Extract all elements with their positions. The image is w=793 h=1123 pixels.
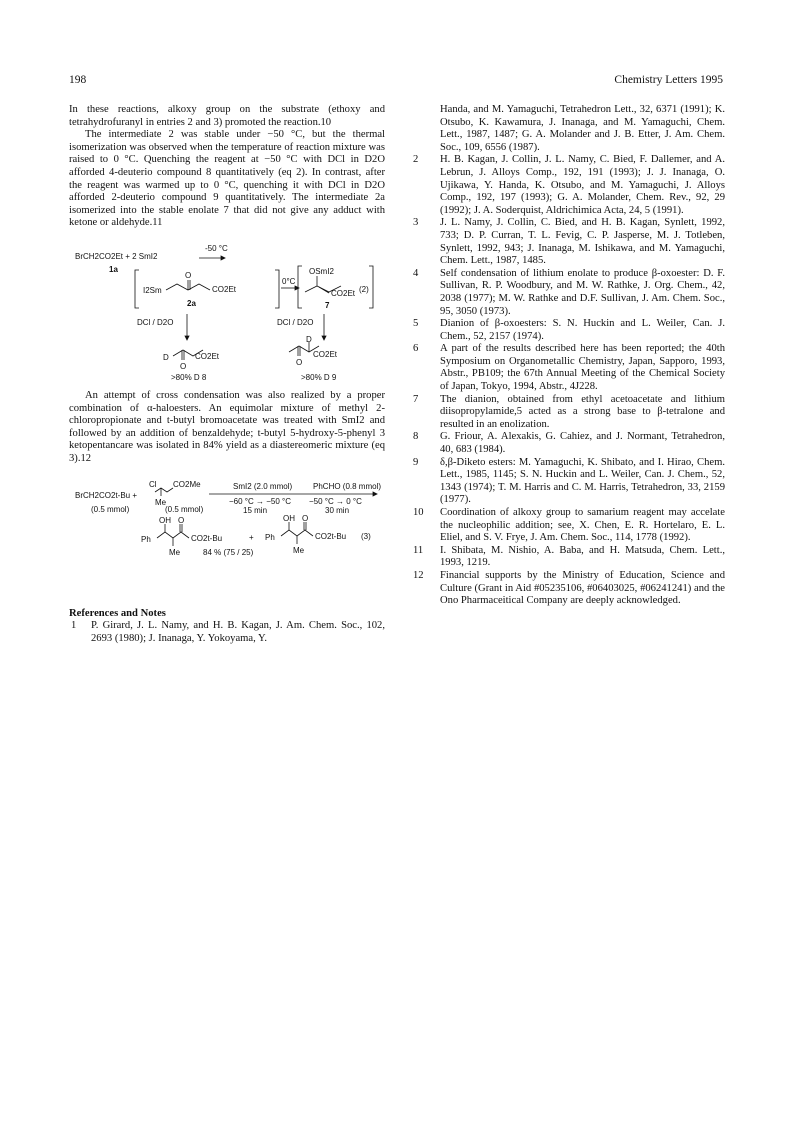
time-label: 15 min xyxy=(243,505,268,515)
atom-label: CO2Et xyxy=(212,284,237,294)
reference-item xyxy=(411,318,725,343)
reagent-label: DCl / D2O xyxy=(137,317,174,327)
paragraph: An attempt of cross condensation was also realized by a proper combination of α-haloesters. An equimolar mixture of methyl 2-chloropropionate and t-butyl bromoacetate was treated with SmI2 and followed by an addition of benzaldehyde; t-butyl 5-hydroxy-5-phenyl 3 ketopentancare was isolated in 84% yield as a diastereomeric mixture (eq 3).12 xyxy=(69,389,385,464)
reference-text: δ,β-Diketo esters: M. Yamaguchi, K. Shibato, and I. Hirao, Chem. Lett., 1985, 1145; S. N. Huckin and L. Weiler, Can. J. Chem., 52, 1343 (1974); T. M. Harris and C. M. Harris, Tetrahedron, 33, 2159 (1977). xyxy=(440,456,725,506)
reference-item xyxy=(411,545,725,570)
references-heading: References and Notes xyxy=(69,607,166,619)
atom-label: Ph xyxy=(265,532,275,542)
reference-number: 4 xyxy=(413,267,419,279)
atom-label: D xyxy=(163,352,169,362)
atom-label: O xyxy=(302,513,309,523)
compound-label-2a: 2a xyxy=(187,298,196,308)
equation-number: (3) xyxy=(361,531,371,541)
reference-text: Dianion of β-oxoesters: S. N. Huckin and L. Weiler, Can. J. Chem., 52, 2157 (1974). xyxy=(440,318,725,342)
reference-item xyxy=(411,343,725,393)
journal-running-head: Chemistry Letters 1995 xyxy=(614,74,723,86)
reference-item xyxy=(411,154,725,217)
reference-text: The dianion, obtained from ethyl acetoacetate and lithium diisopropylamide,5 acted as a strong base to β-tetralone and resulted in an enolization. xyxy=(440,393,725,430)
reference-text: Self condensation of lithium enolate to produce β-oxoester: D. F. Sullivan, R. P. Woodbury, and M. W. Rathke, J. Org. Chem., 42, 2038 (1977); M. W. Rathke and D.F. Sullivan, J. Am. Chem. Soc., 95, 3050 (1973). xyxy=(440,267,725,317)
atom-label: OH xyxy=(283,513,295,523)
yield-label: >80% D 8 xyxy=(171,372,207,382)
amount-label: (0.5 mmol) xyxy=(165,504,204,514)
reaction-scheme-eq3 xyxy=(69,474,385,602)
page-number: 198 xyxy=(69,74,87,86)
reference-item xyxy=(411,104,725,154)
reference-number: 5 xyxy=(413,318,419,330)
reference-text: H. B. Kagan, J. Collin, J. L. Namy, C. Bied, F. Dallemer, and A. Lebrun, J. Alloys Comp., 192, 191 (1993); J. J. Inanaga, O. Ujikawa, Y. Handa, K. Otsubo, and M. Yamaguchi, J. Alloys Comp., 192, 197 (1993); G. A. Molander, Chem. Rev., 92, 29 (1992); J. A. Soderquist, Aldrichimica Acta, 24, 5 (1991). xyxy=(440,154,725,216)
reactant-label: BrCH2CO2Et + 2 SmI2 xyxy=(75,251,158,261)
atom-label: O xyxy=(296,357,303,367)
reference-text: Financial supports by the Ministry of Education, Science and Culture (Grant in Aid #05235106, #06403025, #06241241) and the Ono Pharmaceitical Company are deeply acknowledged. xyxy=(440,569,725,607)
atom-label: OH xyxy=(159,515,171,525)
amount-label: (0.5 mmol) xyxy=(91,504,130,514)
reference-number: 7 xyxy=(413,393,419,405)
temperature-label: -50 °C xyxy=(205,243,228,253)
yield-label: >80% D 9 xyxy=(301,372,337,382)
reference-item xyxy=(411,217,725,267)
reference-item xyxy=(411,570,725,608)
reference-number: 10 xyxy=(413,507,424,518)
atom-label: I2Sm xyxy=(143,285,162,295)
reference-item xyxy=(411,394,725,432)
reference-item xyxy=(411,268,725,318)
reaction-scheme-eq2 xyxy=(69,236,385,386)
atom-label: OSmI2 xyxy=(309,266,334,276)
reference-text: P. Girard, J. L. Namy, and H. B. Kagan, J. Am. Chem. Soc., 102, 2693 (1980); J. Inanaga, Y. Yokoyama, Y. xyxy=(91,620,385,644)
reference-text: I. Shibata, M. Nishio, A. Baba, and H. Matsuda, Chem. Lett., 1993, 1219. xyxy=(440,544,725,569)
time-label: 30 min xyxy=(325,505,350,515)
reference-number: 11 xyxy=(413,544,424,556)
atom-label: CO2t-Bu xyxy=(315,531,347,541)
plus-sign: + xyxy=(249,532,254,542)
reagent-label: DCl / D2O xyxy=(277,317,314,327)
equation-number: (2) xyxy=(359,284,369,294)
left-column xyxy=(69,104,385,645)
atom-label: CO2Et xyxy=(313,349,338,359)
atom-label: Me xyxy=(293,545,305,555)
atom-label: O xyxy=(185,270,192,280)
reference-item xyxy=(411,507,725,545)
atom-label: Me xyxy=(169,547,181,557)
reagent-label: PhCHO (0.8 mmol) xyxy=(313,481,382,491)
temperature-label: 0°C xyxy=(282,276,296,286)
atom-label: O xyxy=(180,361,187,371)
reference-text: G. Friour, A. Alexakis, G. Cahiez, and J. Normant, Tetrahedron, 40, 683 (1984). xyxy=(440,431,725,456)
atom-label: O xyxy=(178,515,185,525)
reference-text: Coordination of alkoxy group to samarium reagent may accelate the nucleophilic addition; see, X. Chen, E. R. Hortelaro, E. L. Eliel, and S. V. Frye, J. Am. Chem. Soc., 114, 1778 (1992). xyxy=(440,507,725,544)
condition-label: −60 °C → −50 °C xyxy=(229,496,291,506)
reference-text: Handa, and M. Yamaguchi, Tetrahedron Lett., 32, 6371 (1991); K. Otsubo, K. Kawamura, J. Inanaga, and M. Yamaguchi, Chem. Lett., 1987, 1487; G. A. Molander and J. B. Etter, J. Am. Chem. Soc., 109, 6556 (1987). xyxy=(440,104,725,153)
yield-label: 84 % (75 / 25) xyxy=(203,547,254,557)
atom-label: CO2Et xyxy=(331,288,356,298)
reactant-label: BrCH2CO2t-Bu + xyxy=(75,490,138,500)
reference-number: 1 xyxy=(71,620,77,632)
reagent-label: SmI2 (2.0 mmol) xyxy=(233,481,293,491)
atom-label: Ph xyxy=(141,534,151,544)
reference-number: 6 xyxy=(413,343,419,355)
reference-number: 9 xyxy=(413,456,419,468)
reference-number: 12 xyxy=(413,569,424,581)
reference-number: 2 xyxy=(413,154,419,166)
compound-label-7: 7 xyxy=(325,300,330,310)
atom-label: CO2Me xyxy=(173,479,201,489)
atom-label: D xyxy=(306,334,312,344)
atom-label: Cl xyxy=(149,479,157,489)
condition-label: −50 °C → 0 °C xyxy=(309,496,362,506)
atom-label: Me xyxy=(155,497,167,507)
paragraph: The intermediate 2 was stable under −50 °C, but the thermal isomerization was observed when the temperature of reaction mixture was raised to 0 °C. Quenching the reagent at −50 °C with DCl in D2O afforded 4-deuterio compound 8 quantitatively (eq 2). In contrast, after the reagent was warmed up to 0 °C, quenching it with DCl in D2O afforded 2-deuterio compound 9 quantitatively. The intermediate 2a isomerized into the stable enolate 7 that did not give any adduct with ketone or aldehyde.11 xyxy=(69,129,385,229)
reference-number: 8 xyxy=(413,431,419,443)
atom-label: CO2Et xyxy=(195,351,220,361)
reference-item xyxy=(411,431,725,456)
right-column xyxy=(411,104,725,608)
reference-item xyxy=(69,620,385,645)
reference-number: 3 xyxy=(413,217,419,229)
paragraph: In these reactions, alkoxy group on the substrate (ethoxy and tetrahydrofuranyl in entries 2 and 3) promoted the reaction.10 xyxy=(69,104,385,128)
reference-item xyxy=(411,457,725,507)
atom-label: CO2t-Bu xyxy=(191,533,223,543)
reference-text: J. L. Namy, J. Collin, C. Bied, and H. B. Kagan, Synlett, 1992, 733; D. P. Curran, T. L. Fevig, C. P. Jasperse, M. J. Totleben, Synlett, 1992, 943; J. Inanaga, M. Ishikawa, and M. Yamaguchi, Chem. Lett., 1987, 1485. xyxy=(440,217,725,267)
compound-label-1a: 1a xyxy=(109,264,118,274)
reference-text: A part of the results described here has been reported; the 40th Symposium on Organometallic Chemistry, Japan, Sapporo, 1993, Abstr., PB109; the 67th Annual Meeting of the Chemical Society of Japan, Tokyo, 1994, Abstr., 4J228. xyxy=(440,343,725,393)
